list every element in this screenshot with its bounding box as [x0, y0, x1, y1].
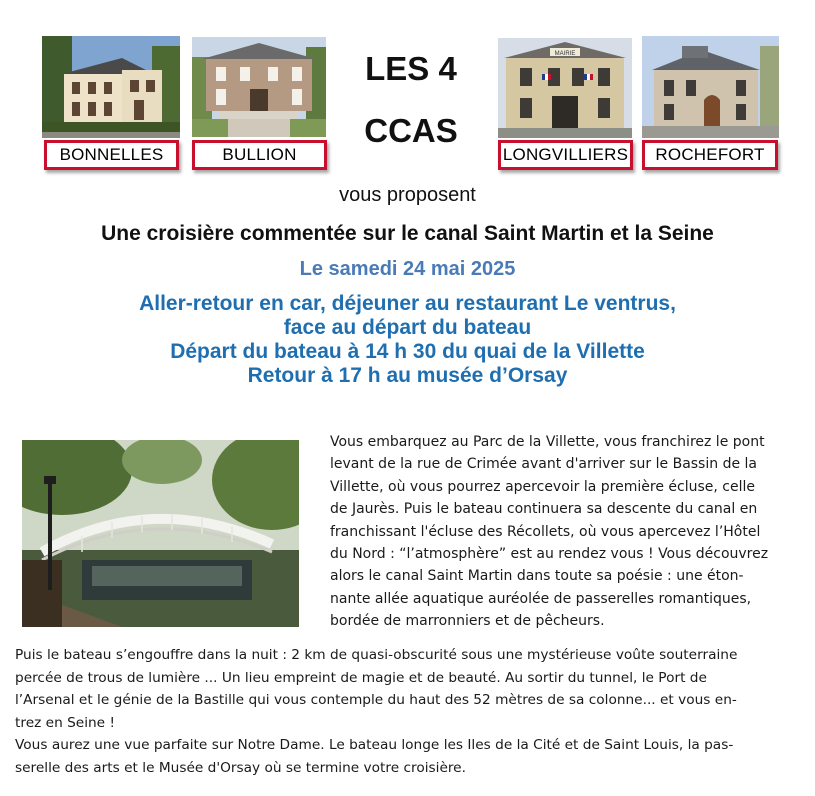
town-label-bullion: BULLION: [192, 140, 327, 170]
text-line: franchissant l'écluse des Récollets, où vous apercevez l’Hôtel: [330, 523, 761, 540]
detail-line: Départ du bateau à 14 h 30 du quai de la Villette: [170, 340, 645, 363]
town-label-bonnelles: BONNELLES: [44, 140, 179, 170]
bullion-photo: [192, 37, 326, 137]
longvilliers-photo: [498, 38, 632, 138]
text-line: trez en Seine !: [15, 714, 115, 731]
canal-saint-martin-photo: [22, 440, 299, 627]
town-label-longvilliers: LONGVILLIERS: [498, 140, 633, 170]
title-line-1: LES 4: [365, 50, 457, 87]
event-date: Le samedi 24 mai 2025: [299, 258, 516, 280]
detail-line: Retour à 17 h au musée d’Orsay: [247, 364, 568, 387]
event-details: [0, 292, 815, 388]
text-line: percée de trous de lumière ... Un lieu empreint de magie et de beauté. Au sortir du tunnel, le Port de: [15, 669, 707, 686]
text-line: Vous embarquez au Parc de la Villette, vous franchirez le pont: [330, 434, 765, 450]
intro-text: vous proposent: [339, 184, 476, 206]
text-line: Puis le bateau s’engouffre dans la nuit : 2 km de quasi-obscurité sous une mystérieuse voûte souterraine: [15, 647, 738, 663]
mairie-sign: MAIRIE: [554, 51, 576, 57]
text-line: bordée de marronniers et de pêcheurs.: [330, 613, 605, 630]
town-label-rochefort: ROCHEFORT: [642, 140, 778, 170]
text-line: Villette, où vous pourrez apercevoir la première écluse, celle: [330, 478, 755, 495]
text-line: alors le canal Saint Martin dans toute sa poésie : une éton-: [330, 568, 744, 585]
text-line: du Nord : “l’atmosphère” est au rendez vous ! Vous découvrez: [330, 546, 769, 563]
text-line: Vous aurez une vue parfaite sur Notre Dame. Le bateau longe les Iles de la Cité et de Saint Louis, la pas-: [15, 737, 734, 754]
title-line-2: CCAS: [364, 112, 458, 149]
rochefort-photo: [642, 36, 779, 138]
text-line: serelle des arts et le Musée d'Orsay où se termine votre croisière.: [15, 759, 466, 776]
description-paragraph-2: [15, 644, 737, 780]
text-line: l’Arsenal et le génie de la Bastille qui vous contemple du haut des 52 mètres de sa colonne... et vous en-: [15, 692, 737, 709]
headline: Une croisière commentée sur le canal Saint Martin et la Seine: [101, 222, 714, 245]
detail-line: face au départ du bateau: [283, 316, 532, 339]
bonnelles-photo: [42, 36, 180, 138]
text-line: levant de la rue de Crimée avant d'arriver sur le Bassin de la: [330, 456, 757, 473]
detail-line: Aller-retour en car, déjeuner au restaurant Le ventrus,: [139, 292, 676, 315]
description-paragraph-1: [330, 431, 768, 633]
text-line: de Jaurès. Puis le bateau continuera sa descente du canal en: [330, 501, 758, 518]
text-line: nante allée aquatique auréolée de passerelles romantiques,: [330, 590, 752, 607]
